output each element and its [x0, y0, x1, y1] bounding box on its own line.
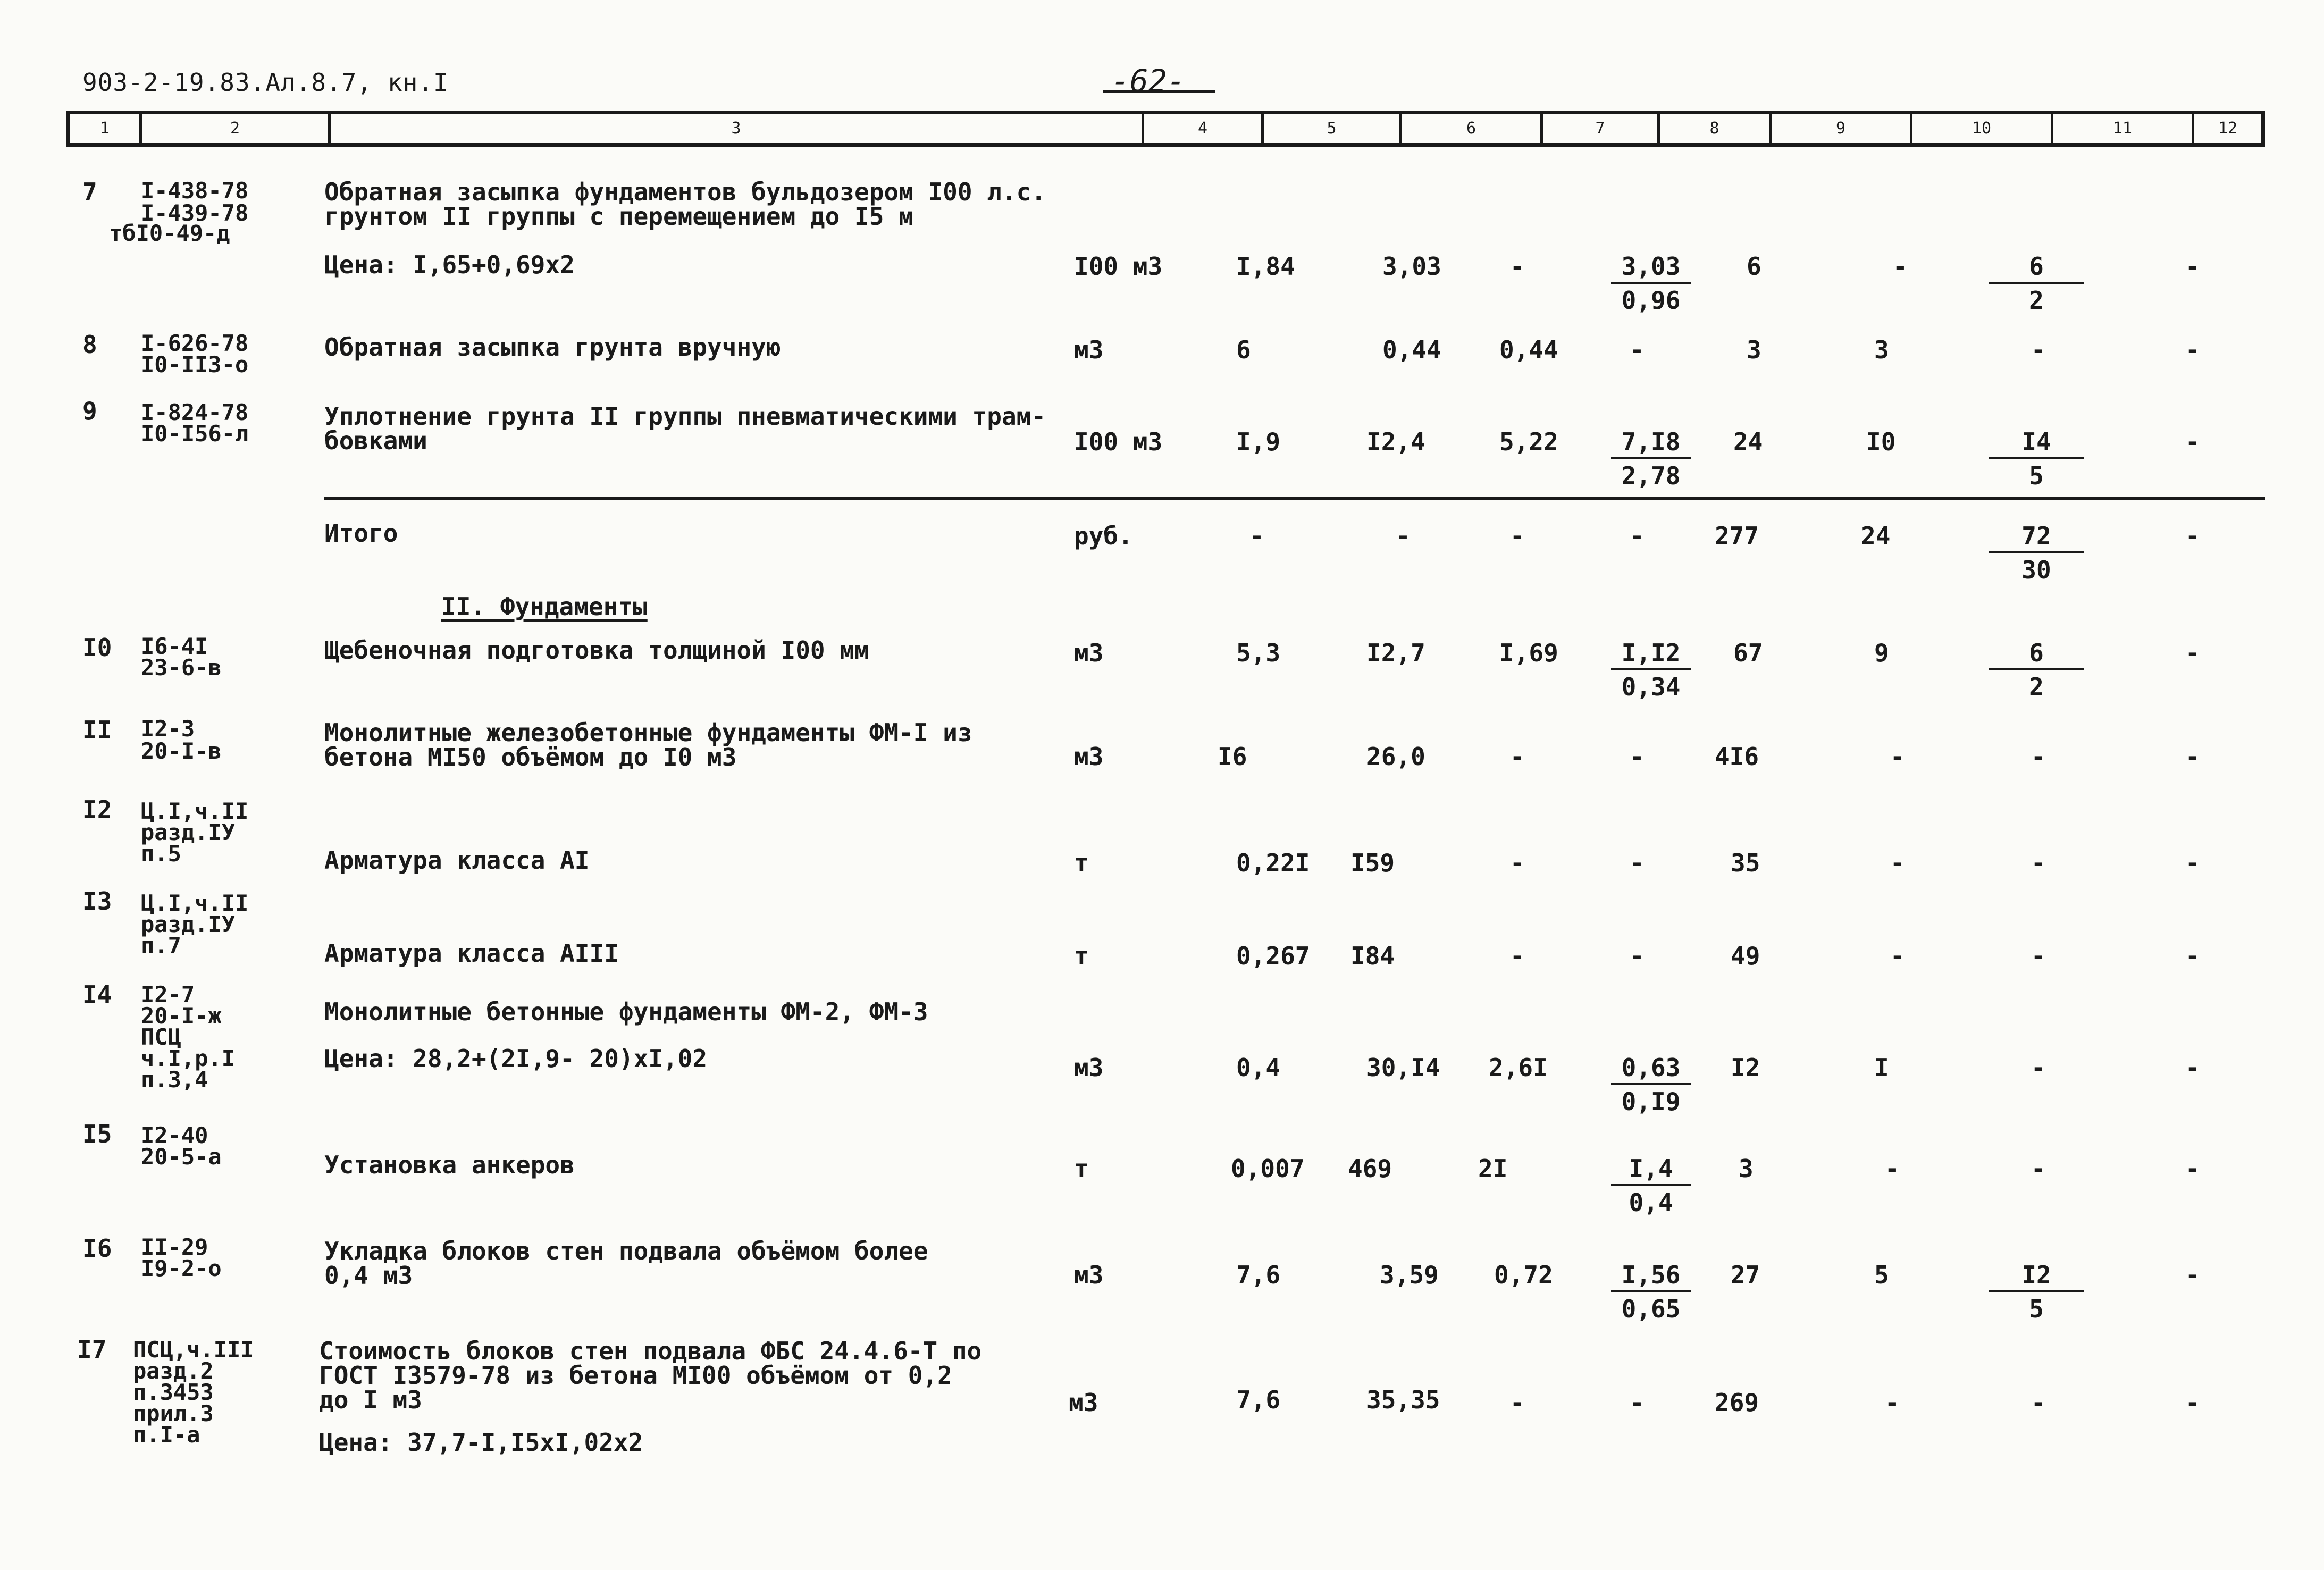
- page-number: -62-: [1111, 63, 1186, 99]
- quantity: 0,22I: [1236, 849, 1310, 877]
- fraction-numerator: 3,03: [1621, 252, 1681, 281]
- norm-code: I2-40: [141, 1122, 208, 1148]
- col9-value: I2: [1731, 1053, 1760, 1082]
- quantity: -: [1249, 522, 1264, 550]
- fraction-numerator: 6: [2029, 252, 2044, 281]
- quantity: 6: [1236, 335, 1251, 364]
- row-number: I7: [77, 1335, 107, 1364]
- col10-value: -: [1885, 1154, 1900, 1183]
- fraction-numerator: I,56: [1621, 1261, 1681, 1289]
- col10-value: 9: [1874, 639, 1889, 667]
- unit: т: [1074, 1154, 1089, 1183]
- unit: I00 м3: [1074, 252, 1163, 281]
- unit: м3: [1074, 335, 1104, 364]
- column-header: 5: [1261, 114, 1399, 143]
- section-heading: II. Фундаменты: [441, 592, 648, 621]
- norm-code: I-439-78: [141, 200, 249, 226]
- col9-value: 6: [1747, 252, 1761, 281]
- document-code: 903-2-19.83.Ал.8.7, кн.I: [82, 68, 449, 97]
- norm-code: I9-2-о: [141, 1255, 222, 1281]
- price-formula: Цена: 37,7-I,I5хI,02х2: [319, 1428, 643, 1457]
- col12-value: -: [2185, 1388, 2200, 1417]
- fraction-numerator: 0,63: [1621, 1053, 1681, 1082]
- quantity: 7,6: [1236, 1386, 1281, 1414]
- col7-value: -: [1510, 252, 1525, 281]
- norm-code: разд.IУ: [141, 911, 236, 937]
- norm-code: I6-4I: [141, 633, 208, 659]
- norm-code: ПСЦ: [141, 1024, 181, 1050]
- norm-code: I2-3: [141, 716, 195, 742]
- row-number: I0: [82, 633, 112, 662]
- quantity: 5,3: [1236, 639, 1281, 667]
- fraction-numerator: 7,I8: [1621, 427, 1681, 456]
- col11-value: -: [2031, 1053, 2046, 1082]
- quantity: 0,267: [1236, 942, 1310, 970]
- col6-value: I59: [1350, 849, 1395, 877]
- price-formula: Цена: I,65+0,69х2: [324, 250, 575, 279]
- col9-value: 27: [1731, 1261, 1760, 1289]
- quantity: 0,4: [1236, 1053, 1281, 1082]
- col8-value: -: [1630, 335, 1645, 364]
- description-line: Арматура класса АI: [324, 846, 590, 875]
- col12-value: -: [2185, 849, 2200, 877]
- norm-code: 23-6-в: [141, 654, 222, 681]
- col10-value: -: [1893, 252, 1908, 281]
- description-line: Обратная засыпка фундаментов бульдозером I00 л.с.: [324, 178, 1046, 206]
- col12-value: -: [2185, 1154, 2200, 1183]
- fraction-numerator: I4: [2021, 427, 2051, 456]
- col8-fraction: [1611, 1263, 1691, 1321]
- col11-value: -: [2031, 1388, 2046, 1417]
- norm-code: п.3,4: [141, 1067, 208, 1093]
- col10-value: -: [1885, 1388, 1900, 1417]
- col7-value: 2,6I: [1489, 1053, 1548, 1082]
- fraction-denominator: 30: [2021, 556, 2051, 584]
- col12-value: -: [2185, 1053, 2200, 1082]
- col12-value: -: [2185, 335, 2200, 364]
- col7-value: -: [1510, 742, 1525, 771]
- col10-value: 3: [1874, 335, 1889, 364]
- row-number: II: [82, 716, 112, 744]
- col10-value: -: [1890, 942, 1905, 970]
- col8-fraction: [1611, 254, 1691, 313]
- work-description: [324, 1153, 575, 1177]
- work-description: [324, 636, 869, 665]
- col11-value: -: [2031, 335, 2046, 364]
- description-line: Обратная засыпка грунта вручную: [324, 333, 781, 362]
- col8-fraction: [1611, 641, 1691, 699]
- fraction-denominator: 2,78: [1621, 461, 1681, 490]
- col9-value: 67: [1733, 639, 1763, 667]
- norm-code: I-438-78: [141, 178, 249, 204]
- work-description: [324, 720, 972, 769]
- col10-value: -: [1890, 742, 1905, 771]
- quantity: I6: [1218, 742, 1247, 771]
- col11-value: -: [2031, 742, 2046, 771]
- column-header: 7: [1540, 114, 1657, 143]
- fraction-denominator: 0,I9: [1621, 1087, 1681, 1116]
- description-line: Арматура класса АIII: [324, 939, 619, 968]
- quantity: I,9: [1236, 427, 1281, 456]
- col7-value: -: [1510, 1388, 1525, 1417]
- description-line: до I м3: [319, 1386, 422, 1414]
- col6-value: I2,7: [1366, 639, 1425, 667]
- unit: м3: [1074, 1261, 1104, 1289]
- row-number: 8: [82, 330, 97, 359]
- description-line: Укладка блоков стен подвала объёмом более: [324, 1237, 928, 1265]
- work-description: [324, 333, 781, 362]
- col6-value: 26,0: [1366, 742, 1425, 771]
- fraction-numerator: 6: [2029, 639, 2044, 667]
- description-line: Установка анкеров: [324, 1151, 575, 1179]
- work-description: [324, 1239, 928, 1288]
- page-number-underline: [1103, 90, 1215, 93]
- column-header: 9: [1769, 114, 1910, 143]
- norm-code: I-824-78: [141, 399, 249, 425]
- col12-value: -: [2185, 522, 2200, 550]
- work-description: [324, 846, 590, 875]
- col9-value: 3: [1739, 1154, 1754, 1183]
- quantity: 7,6: [1236, 1261, 1281, 1289]
- col6-value: I2,4: [1366, 427, 1425, 456]
- unit: руб.: [1074, 522, 1133, 550]
- work-description: [324, 404, 1046, 453]
- column-header: 4: [1142, 114, 1261, 143]
- unit: т: [1074, 849, 1089, 877]
- col9-value: 35: [1731, 849, 1760, 877]
- col11-fraction: [1989, 524, 2084, 582]
- fraction-numerator: I,I2: [1621, 639, 1681, 667]
- col8-fraction: [1611, 1156, 1691, 1215]
- row-number: 9: [82, 397, 97, 425]
- column-header: 6: [1399, 114, 1540, 143]
- fraction-denominator: 5: [2029, 1295, 2044, 1323]
- norm-code: п.5: [141, 841, 181, 867]
- col9-value: 277: [1715, 522, 1759, 550]
- col10-value: 24: [1861, 522, 1891, 550]
- description-line: ГОСТ I3579-78 из бетона МI00 объёмом от 0,2: [319, 1361, 952, 1390]
- norm-code: 20-5-а: [141, 1144, 222, 1170]
- row-number: I4: [82, 980, 112, 1009]
- col8-value: -: [1630, 942, 1645, 970]
- description-line: бовками: [324, 426, 427, 455]
- fraction-denominator: 2: [2029, 286, 2044, 315]
- norm-code: II-29: [141, 1234, 208, 1260]
- description-line: 0,4 м3: [324, 1261, 413, 1290]
- col9-value: 269: [1715, 1388, 1759, 1417]
- col7-value: -: [1510, 849, 1525, 877]
- row-number: I3: [82, 887, 112, 916]
- norm-code: I0-I56-л: [141, 421, 249, 447]
- col6-value: 469: [1348, 1154, 1392, 1183]
- norm-code: ПСЦ,ч.III: [133, 1337, 254, 1363]
- description-line: бетона МI50 объёмом до I0 м3: [324, 743, 737, 771]
- col11-fraction: [1989, 427, 2084, 490]
- fraction-numerator: 72: [2021, 522, 2051, 550]
- norm-code: Ц.I,ч.II: [141, 798, 249, 824]
- col6-value: 3,03: [1382, 252, 1441, 281]
- work-description: [324, 939, 619, 968]
- unit: т: [1074, 942, 1089, 970]
- col7-value: 0,44: [1499, 335, 1558, 364]
- fraction-numerator: I,4: [1629, 1154, 1673, 1183]
- description-line: грунтом II группы с перемещением до I5 м: [324, 202, 913, 231]
- col10-value: -: [1890, 849, 1905, 877]
- work-description: [324, 997, 928, 1026]
- col8-value: -: [1630, 849, 1645, 877]
- column-header: 1: [99, 119, 110, 138]
- col12-value: -: [2185, 1261, 2200, 1289]
- col6-value: 3,59: [1380, 1261, 1439, 1289]
- col11-fraction: [1989, 254, 2084, 313]
- description-line: Щебеночная подготовка толщиной I00 мм: [324, 636, 869, 665]
- norm-code: Ц.I,ч.II: [141, 890, 249, 916]
- description-line: Монолитные бетонные фундаменты ФМ-2, ФМ-3: [324, 997, 928, 1026]
- norm-code: I2-7: [141, 981, 195, 1008]
- col6-value: 30,I4: [1366, 1053, 1440, 1082]
- total-label: Итого: [324, 519, 398, 548]
- col9-value: 4I6: [1715, 742, 1759, 771]
- col10-value: 5: [1874, 1261, 1889, 1289]
- description-line: Стоимость блоков стен подвала ФБС 24.4.6-Т по: [319, 1337, 982, 1365]
- fraction-denominator: 5: [2029, 461, 2044, 490]
- fraction-denominator: 0,96: [1621, 286, 1681, 315]
- norm-code: 20-I-в: [141, 738, 222, 764]
- col6-value: 35,35: [1366, 1386, 1440, 1414]
- col12-value: -: [2185, 427, 2200, 456]
- norm-code: I-626-78: [141, 330, 249, 356]
- quantity: I,84: [1236, 252, 1295, 281]
- norm-code: п.I-а: [133, 1422, 200, 1448]
- norm-code: п.7: [141, 933, 181, 959]
- column-header: 8: [1657, 114, 1769, 143]
- col12-value: -: [2185, 252, 2200, 281]
- col8-value: -: [1630, 742, 1645, 771]
- column-header: 3: [328, 114, 1142, 143]
- col12-value: -: [2185, 742, 2200, 771]
- norm-code: I0-II3-о: [141, 351, 249, 377]
- column-header: 11: [2051, 114, 2192, 143]
- fraction-denominator: 2: [2029, 673, 2044, 701]
- norm-code: разд.IУ: [141, 819, 236, 845]
- row-number: I2: [82, 795, 112, 824]
- norm-code: п.3453: [133, 1379, 214, 1405]
- price-formula: Цена: 28,2+(2I,9- 20)хI,02: [324, 1044, 708, 1073]
- col6-value: 0,44: [1382, 335, 1441, 364]
- fraction-denominator: 0,65: [1621, 1295, 1681, 1323]
- col11-fraction: [1989, 1263, 2084, 1321]
- unit: I00 м3: [1074, 427, 1163, 456]
- col7-value: I,69: [1499, 639, 1558, 667]
- col8-value: -: [1630, 1388, 1645, 1417]
- col10-value: I: [1874, 1053, 1889, 1082]
- col8-value: -: [1630, 522, 1645, 550]
- subtotal-divider: [324, 497, 2265, 500]
- description-line: Монолитные железобетонные фундаменты ФМ-I из: [324, 718, 972, 747]
- norm-code: 20-I-ж: [141, 1003, 222, 1029]
- col11-value: -: [2031, 1154, 2046, 1183]
- norm-code: прил.3: [133, 1400, 214, 1426]
- row-number: I5: [82, 1120, 112, 1148]
- unit: м3: [1069, 1388, 1098, 1417]
- description-line: Уплотнение грунта II группы пневматическими трам-: [324, 402, 1046, 431]
- column-header: 10: [1910, 114, 2051, 143]
- col12-value: -: [2185, 639, 2200, 667]
- col7-value: -: [1510, 522, 1525, 550]
- unit: м3: [1074, 1053, 1104, 1082]
- unit: м3: [1074, 742, 1104, 771]
- column-header-row: [66, 111, 2265, 147]
- col11-fraction: [1989, 641, 2084, 699]
- col9-value: 3: [1747, 335, 1761, 364]
- row-number: 7: [82, 178, 97, 206]
- col11-value: -: [2031, 942, 2046, 970]
- fraction-denominator: 0,34: [1621, 673, 1681, 701]
- col7-value: -: [1510, 942, 1525, 970]
- norm-code: разд.2: [133, 1358, 214, 1384]
- col7-value: 5,22: [1499, 427, 1558, 456]
- norm-code: ч.I,р.I: [141, 1045, 236, 1071]
- col10-value: I0: [1866, 427, 1896, 456]
- unit: м3: [1074, 639, 1104, 667]
- col8-fraction: [1611, 427, 1691, 490]
- col9-value: 24: [1733, 427, 1763, 456]
- norm-code: тбI0-49-д: [109, 220, 230, 246]
- col6-value: I84: [1350, 942, 1395, 970]
- quantity: 0,007: [1231, 1154, 1305, 1183]
- row-number: I6: [82, 1234, 112, 1263]
- fraction-numerator: I2: [2021, 1261, 2051, 1289]
- col11-value: -: [2031, 849, 2046, 877]
- col6-value: -: [1396, 522, 1411, 550]
- col7-value: 0,72: [1494, 1261, 1553, 1289]
- col9-value: 49: [1731, 942, 1760, 970]
- col7-value: 2I: [1478, 1154, 1508, 1183]
- column-header: 2: [139, 114, 328, 143]
- column-header: 12: [2192, 114, 2261, 143]
- fraction-denominator: 0,4: [1629, 1188, 1673, 1217]
- col12-value: -: [2185, 942, 2200, 970]
- work-description: [324, 180, 1046, 229]
- col8-fraction: [1611, 1055, 1691, 1114]
- work-description: [319, 1339, 981, 1412]
